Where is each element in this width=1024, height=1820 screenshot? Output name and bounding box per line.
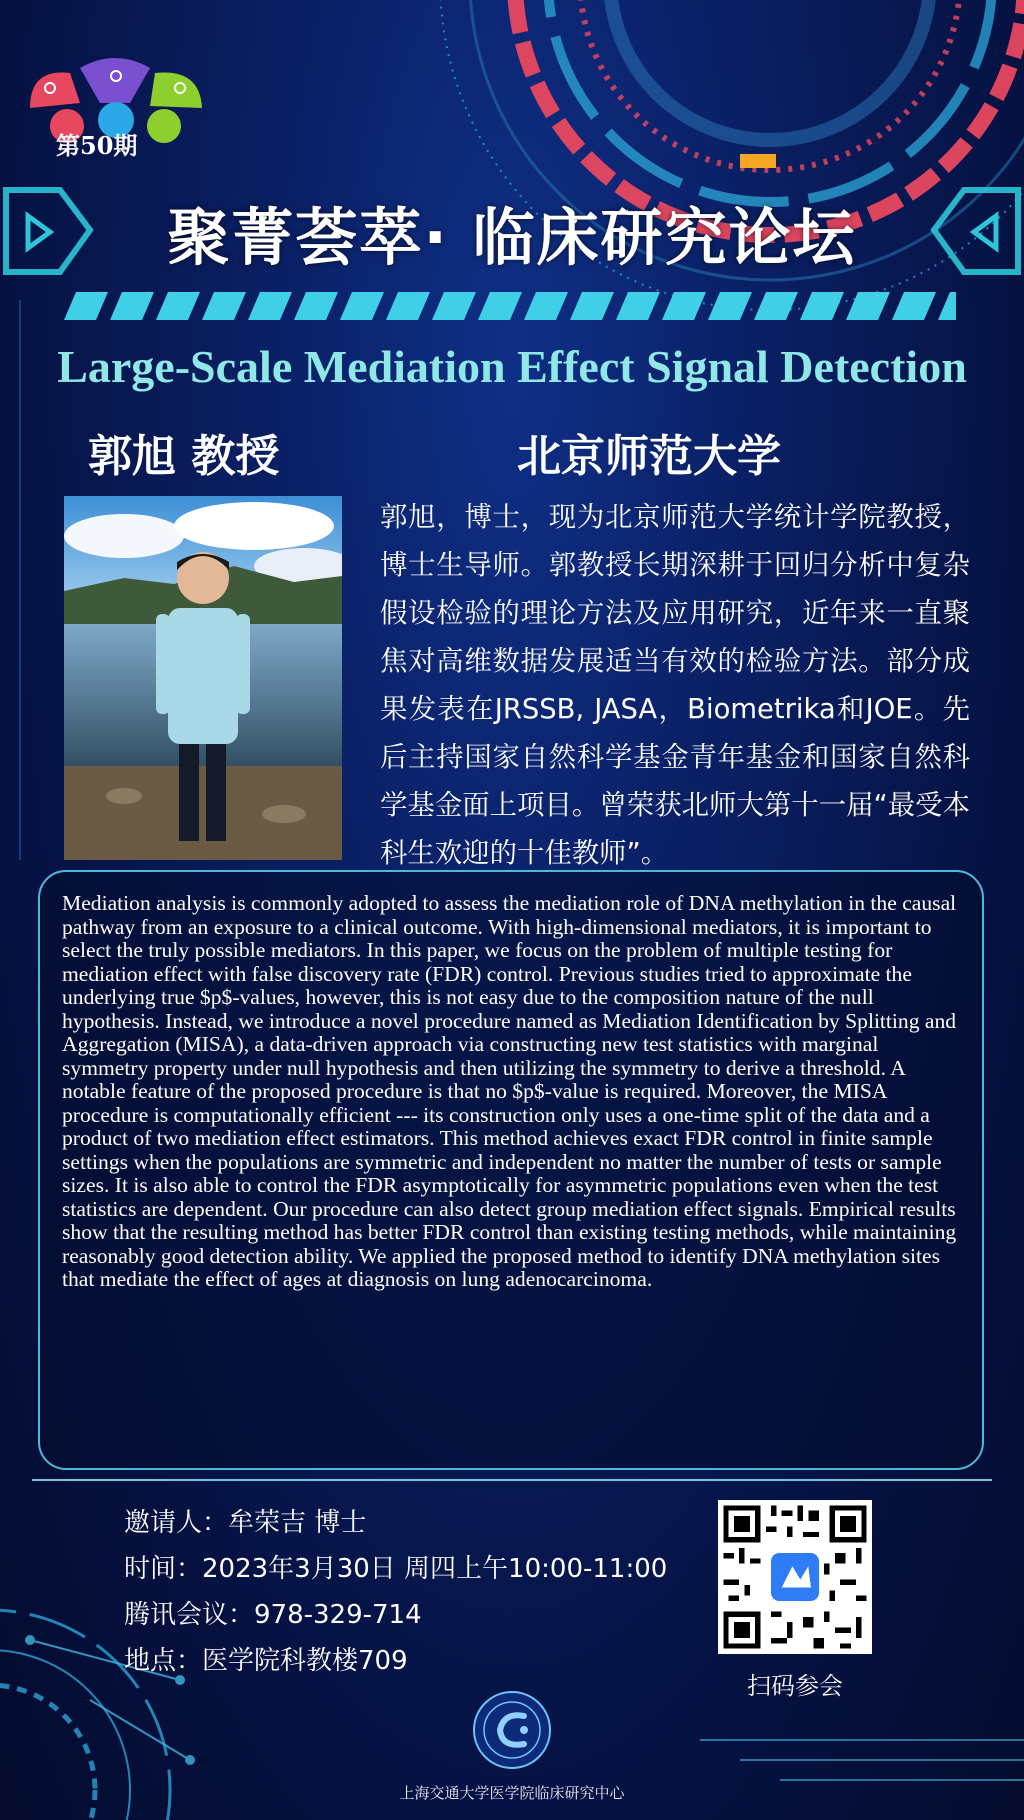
event-location: 地点：医学院科教楼709 (124, 1646, 408, 1676)
title-underline-stripes (64, 292, 956, 320)
qr-caption: 扫码参会 (747, 1672, 843, 1700)
event-time: 时间：2023年3月30日 周四上午10:00-11:00 (124, 1554, 668, 1584)
issue-number: 第50期 (56, 131, 138, 160)
section-divider (32, 1479, 992, 1481)
speaker-affiliation: 北京师范大学 (517, 431, 781, 482)
page-title: 聚菁荟萃· 临床研究论坛 (167, 201, 857, 274)
speaker-name: 郭旭 教授 (88, 431, 280, 482)
inviter: 邀请人：牟荣吉 博士 (124, 1508, 367, 1538)
qr-code[interactable] (718, 1500, 872, 1654)
meeting-id[interactable]: 腾讯会议：978-329-714 (124, 1600, 422, 1630)
speaker-photo (64, 496, 342, 860)
university-emblem-icon (472, 1690, 552, 1770)
organizer-footer: 上海交通大学医学院临床研究中心 (399, 1784, 625, 1802)
abstract-text: Mediation analysis is commonly adopted to assess the mediation role of DNA methylation in the causal pathway from an exposure to a clinical outcome. With high-dimensional mediators, it is important to select the truly possible mediators. In this paper, we focus on the problem of multiple testing for mediation effect with false discovery rate (FDR) control. Previous studies tried to approximate the underlying true $p$-values, however, this is not easy due to the composition nature of the null hypothesis. Instead, we introduce a novel procedure named as Mediation Identification by Splitting and Aggregation (MISA), a data-driven approach via constructing new test statistics with marginal symmetry property under null hypothesis and then utilizing the symmetry to derive a threshold. A notable feature of the proposed procedure is that no $p$-value is required. Moreover, the MISA procedure is computationally efficient --- its construction only uses a one-time split of the data and a product of two mediation effect estimators. This method achieves exact FDR control in finite sample settings when the populations are symmetric and independent no matter the number of tests or sample sizes. It is also able to control the FDR asymptotically for asymmetric populations even when the test statistics are dependent. Our procedure can also detect group mediation effect signals. Empirical results show that the resulting method has better FDR control than existing testing methods, while maintaining reasonably good detection ability. We applied the proposed method to identify DNA methylation sites that mediate the effect of ages at diagnosis on lung adenocarcinoma. (62, 891, 957, 1291)
talk-title: Large-Scale Mediation Effect Signal Detection (57, 341, 967, 392)
speaker-bio: 郭旭，博士，现为北京师范大学统计学院教授，博士生导师。郭教授长期深耕于回归分析中复杂假设检验的理论方法及应用研究，近年来一直聚焦对高维数据发展适当有效的检验方法。部分成果发表在JRSSB, JASA，Biometrika和JOE。先后主持国家自然科学基金青年基金和国家自然科学基金面上项目。曾荣获北师大第十一届“最受本科生欢迎的十佳教师”。 (380, 502, 970, 869)
